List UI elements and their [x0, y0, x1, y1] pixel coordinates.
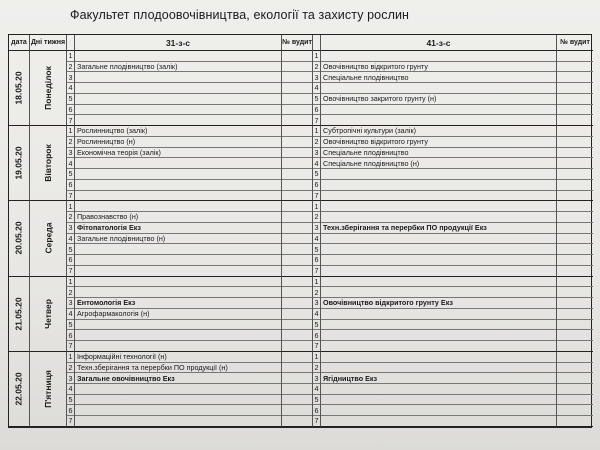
- pair-number-2-row: 2: [314, 137, 319, 147]
- pair-number-1-row: 3: [68, 147, 73, 157]
- room-group-1-row: [282, 277, 312, 288]
- pair-number-2-row: 4: [314, 233, 319, 243]
- room-group-1: [282, 51, 313, 126]
- room-group-2-row: [557, 266, 593, 276]
- pair-number-1-row: 1: [68, 352, 73, 362]
- subject-group-1-row: [75, 287, 281, 298]
- day-date-label: 18.05.20: [14, 71, 24, 105]
- pair-number-2-row: 5: [314, 395, 319, 404]
- room-group-2-row: [557, 137, 593, 148]
- subject-group-2-row: [321, 255, 556, 266]
- subject-group-1-row: [75, 320, 281, 331]
- pair-number-2-row: 3: [314, 147, 319, 157]
- header-days: Дні тижня: [30, 35, 67, 51]
- pair-number-2-row: 7: [314, 416, 319, 426]
- day-date-label: 20.05.20: [14, 221, 24, 256]
- room-group-1-row: [282, 62, 312, 73]
- pair-number-2-row: 2: [314, 287, 319, 297]
- day-date-label: 19.05.20: [14, 146, 24, 180]
- room-group-1: [282, 126, 313, 201]
- header-num-2: [313, 35, 321, 51]
- pair-number-1-row: 6: [68, 330, 73, 340]
- subject-group-1-row: [75, 416, 281, 426]
- day-name: [30, 352, 67, 427]
- room-group-2-row: [557, 169, 593, 180]
- room-group-2-row: [557, 395, 593, 406]
- day-date: [9, 352, 30, 427]
- room-group-2-row: [557, 255, 593, 266]
- pair-number-1-row: 5: [68, 319, 73, 329]
- pair-number-2-row: 6: [314, 330, 319, 340]
- pair-number-1-row: 5: [68, 169, 73, 179]
- day-name: [30, 277, 67, 352]
- pair-number-2-row: 3: [314, 373, 319, 383]
- subject-group-2-row: [321, 83, 556, 94]
- subject-group-1-row: [75, 180, 281, 191]
- room-group-1-row: [282, 298, 312, 309]
- room-group-2-row: [557, 223, 593, 234]
- pair-number-1-row: 4: [68, 83, 73, 93]
- subject-group-2-row: [321, 201, 556, 212]
- pair-number-2-row: 2: [314, 212, 319, 222]
- pair-number-1-row: 1: [68, 276, 73, 286]
- room-group-1-row: [282, 384, 312, 395]
- pair-number-1-row: 2: [68, 137, 73, 147]
- subject-group-2-row: [321, 234, 556, 245]
- room-group-2-row: [557, 158, 593, 169]
- pair-number-1-row: 6: [68, 104, 73, 114]
- pair-number-2-row: 7: [314, 190, 319, 200]
- room-group-2-row: [557, 94, 593, 105]
- room-group-2-row: [557, 201, 593, 212]
- room-group-2-row: [557, 126, 593, 137]
- pair-number-2-row: 6: [314, 180, 319, 190]
- subject-group-1: [75, 352, 282, 427]
- subject-group-2-row: Спеціальне плодівництво: [321, 148, 556, 159]
- subject-group-1-row: [75, 191, 281, 201]
- pair-number-1-row: 1: [68, 126, 73, 136]
- pair-number-1-row: 7: [68, 115, 73, 125]
- pair-number-1: [67, 51, 75, 126]
- subject-group-1-row: [75, 395, 281, 406]
- pair-number-2: [313, 201, 321, 276]
- pair-number-1-row: 7: [68, 190, 73, 200]
- room-group-2-row: [557, 416, 593, 426]
- header-group-1: 31-з-с: [75, 35, 282, 51]
- page-title: Факультет плодоовочівництва, екології та захисту рослин: [70, 8, 410, 22]
- room-group-2-row: [557, 341, 593, 351]
- subject-group-1-row: [75, 158, 281, 169]
- subject-group-2-row: [321, 309, 556, 320]
- subject-group-1-row: [75, 83, 281, 94]
- room-group-1-row: [282, 234, 312, 245]
- subject-group-1-row: [75, 277, 281, 288]
- subject-group-2-row: Овочівництво відкритого грунту: [321, 62, 556, 73]
- room-group-1-row: [282, 255, 312, 266]
- subject-group-1-row: Загальне плодівництво (залік): [75, 62, 281, 73]
- room-group-1-row: [282, 169, 312, 180]
- header-date: дата: [9, 35, 30, 51]
- pair-number-2-row: 4: [314, 158, 319, 168]
- room-group-1-row: [282, 320, 312, 331]
- room-group-2-row: [557, 180, 593, 191]
- room-group-1-row: [282, 244, 312, 255]
- pair-number-2: [313, 126, 321, 201]
- pair-number-1-row: 5: [68, 395, 73, 404]
- pair-number-1-row: 1: [68, 51, 73, 61]
- subject-group-1: [75, 201, 282, 276]
- room-group-2-row: [557, 72, 593, 83]
- header-group-2: 41-з-с: [321, 35, 557, 51]
- room-group-2-row: [557, 352, 593, 363]
- room-group-1-row: [282, 137, 312, 148]
- subject-group-2-row: Субтропічні культури (залік): [321, 126, 556, 137]
- day-name: [30, 51, 67, 126]
- subject-group-1-row: Інформаційні технології (н): [75, 352, 281, 363]
- pair-number-1-row: 7: [68, 266, 73, 276]
- pair-number-1-row: 4: [68, 384, 73, 394]
- room-group-1-row: [282, 373, 312, 384]
- subject-group-1-row: Техн.зберігання та перербки ПО продукції (н): [75, 363, 281, 374]
- pair-number-1-row: 1: [68, 201, 73, 211]
- subject-group-1-row: Правознавство (н): [75, 212, 281, 223]
- subject-group-2-row: [321, 212, 556, 223]
- pair-number-1: [67, 352, 75, 427]
- room-group-1-row: [282, 223, 312, 234]
- pair-number-1-row: 2: [68, 362, 73, 372]
- subject-group-2-row: Ягідництво Екз: [321, 373, 556, 384]
- room-group-1: [282, 201, 313, 276]
- room-group-2-row: [557, 212, 593, 223]
- subject-group-2-row: [321, 244, 556, 255]
- room-group-1-row: [282, 180, 312, 191]
- pair-number-1-row: 7: [68, 341, 73, 351]
- subject-group-1-row: Загальне овочівництво Екз: [75, 373, 281, 384]
- room-group-2-row: [557, 234, 593, 245]
- subject-group-1-row: [75, 244, 281, 255]
- subject-group-2-row: [321, 105, 556, 116]
- room-group-1-row: [282, 83, 312, 94]
- subject-group-2-row: [321, 341, 556, 351]
- subject-group-1-row: Загальне плодівництво (н): [75, 234, 281, 245]
- subject-group-2-row: [321, 277, 556, 288]
- subject-group-2-row: [321, 115, 556, 125]
- subject-group-1-row: Рослинництво (н): [75, 137, 281, 148]
- day-date: [9, 201, 30, 276]
- room-group-2: [557, 126, 593, 201]
- header-num-1: [67, 35, 75, 51]
- subject-group-2-row: Техн.зберігання та перербки ПО продукції Екз: [321, 223, 556, 234]
- room-group-1-row: [282, 309, 312, 320]
- room-group-2-row: [557, 320, 593, 331]
- room-group-1-row: [282, 352, 312, 363]
- subject-group-1: [75, 126, 282, 201]
- subject-group-2-row: [321, 51, 556, 62]
- day-date-label: 22.05.20: [14, 372, 24, 406]
- pair-number-1: [67, 126, 75, 201]
- pair-number-1-row: 4: [68, 158, 73, 168]
- room-group-1-row: [282, 72, 312, 83]
- day-date: [9, 126, 30, 201]
- pair-number-1-row: 7: [68, 416, 73, 426]
- room-group-1-row: [282, 115, 312, 125]
- subject-group-2-row: Спеціальне плодівництво (н): [321, 158, 556, 169]
- pair-number-1-row: 4: [68, 233, 73, 243]
- room-group-2-row: [557, 148, 593, 159]
- pair-number-1-row: 6: [68, 255, 73, 265]
- room-group-2-row: [557, 384, 593, 395]
- room-group-2: [557, 277, 593, 352]
- pair-number-1-row: 2: [68, 212, 73, 222]
- subject-group-2: [321, 277, 557, 352]
- day-date: [9, 51, 30, 126]
- pair-number-2-row: 1: [314, 276, 319, 286]
- pair-number-2-row: 6: [314, 405, 319, 415]
- room-group-2-row: [557, 405, 593, 416]
- pair-number-2-row: 7: [314, 341, 319, 351]
- room-group-2-row: [557, 363, 593, 374]
- header-room-1: № вудит: [282, 35, 313, 51]
- subject-group-2: [321, 201, 557, 276]
- pair-number-1-row: 6: [68, 405, 73, 415]
- subject-group-2-row: [321, 363, 556, 374]
- room-group-1-row: [282, 158, 312, 169]
- room-group-1-row: [282, 266, 312, 276]
- room-group-2-row: [557, 277, 593, 288]
- room-group-2-row: [557, 191, 593, 201]
- pair-number-2-row: 5: [314, 244, 319, 254]
- subject-group-1-row: [75, 201, 281, 212]
- day-name: [30, 126, 67, 201]
- subject-group-1-row: Економічна теорія (залік): [75, 148, 281, 159]
- pair-number-2: [313, 51, 321, 126]
- subject-group-1-row: [75, 255, 281, 266]
- subject-group-2-row: Овочівництво відкритого грунту Екз: [321, 298, 556, 309]
- room-group-2-row: [557, 373, 593, 384]
- pair-number-1-row: 3: [68, 72, 73, 82]
- pair-number-1-row: 4: [68, 309, 73, 319]
- room-group-2-row: [557, 105, 593, 116]
- room-group-2-row: [557, 244, 593, 255]
- room-group-2: [557, 201, 593, 276]
- pair-number-2-row: 3: [314, 72, 319, 82]
- subject-group-2-row: [321, 169, 556, 180]
- subject-group-2-row: [321, 405, 556, 416]
- subject-group-2: [321, 51, 557, 126]
- subject-group-2-row: [321, 320, 556, 331]
- pair-number-2-row: 1: [314, 352, 319, 362]
- pair-number-2-row: 1: [314, 201, 319, 211]
- subject-group-2-row: [321, 352, 556, 363]
- room-group-1-row: [282, 148, 312, 159]
- subject-group-1-row: [75, 72, 281, 83]
- pair-number-2-row: 4: [314, 309, 319, 319]
- room-group-1: [282, 352, 313, 427]
- subject-group-1-row: [75, 105, 281, 116]
- subject-group-2-row: Овочівництво закритого грунту (н): [321, 94, 556, 105]
- pair-number-2-row: 6: [314, 104, 319, 114]
- pair-number-1-row: 3: [68, 298, 73, 308]
- subject-group-2: [321, 126, 557, 201]
- pair-number-2: [313, 352, 321, 427]
- subject-group-2-row: [321, 191, 556, 201]
- subject-group-2-row: [321, 287, 556, 298]
- pair-number-2-row: 6: [314, 255, 319, 265]
- pair-number-2-row: 5: [314, 169, 319, 179]
- pair-number-2-row: 3: [314, 298, 319, 308]
- pair-number-2-row: 1: [314, 51, 319, 61]
- room-group-1-row: [282, 191, 312, 201]
- room-group-2-row: [557, 309, 593, 320]
- day-name-label: П'ятниця: [43, 369, 53, 408]
- pair-number-2-row: 2: [314, 62, 319, 71]
- day-date: [9, 277, 30, 352]
- day-name-label: Середа: [42, 223, 53, 254]
- room-group-1-row: [282, 105, 312, 116]
- subject-group-1-row: [75, 341, 281, 351]
- room-group-1-row: [282, 341, 312, 351]
- pair-number-2-row: 7: [314, 266, 319, 276]
- room-group-1-row: [282, 330, 312, 341]
- subject-group-1: [75, 51, 282, 126]
- pair-number-1: [67, 277, 75, 352]
- subject-group-2-row: Овочівництво відкритого грунту: [321, 137, 556, 148]
- pair-number-2-row: 2: [314, 362, 319, 372]
- room-group-1-row: [282, 212, 312, 223]
- room-group-2-row: [557, 62, 593, 73]
- room-group-2-row: [557, 330, 593, 341]
- room-group-2-row: [557, 298, 593, 309]
- subject-group-2-row: [321, 180, 556, 191]
- room-group-2-row: [557, 51, 593, 62]
- day-name-label: Вівторок: [43, 144, 53, 183]
- subject-group-1-row: Ентомологія Екз: [75, 298, 281, 309]
- pair-number-1-row: 3: [68, 373, 73, 383]
- room-group-1-row: [282, 287, 312, 298]
- subject-group-2-row: [321, 384, 556, 395]
- pair-number-2-row: 5: [314, 319, 319, 329]
- day-date-label: 21.05.20: [14, 297, 24, 331]
- room-group-1-row: [282, 126, 312, 137]
- subject-group-1-row: Агрофармакологія (н): [75, 309, 281, 320]
- room-group-1-row: [282, 363, 312, 374]
- pair-number-2-row: 7: [314, 115, 319, 125]
- room-group-2: [557, 352, 593, 427]
- room-group-1: [282, 277, 313, 352]
- pair-number-1: [67, 201, 75, 276]
- subject-group-1-row: [75, 405, 281, 416]
- pair-number-1-row: 5: [68, 94, 73, 104]
- subject-group-2: [321, 352, 557, 427]
- schedule-table: [8, 34, 592, 428]
- day-name: [30, 201, 67, 276]
- room-group-1-row: [282, 416, 312, 426]
- room-group-2-row: [557, 115, 593, 125]
- pair-number-1-row: 2: [68, 287, 73, 297]
- pair-number-1-row: 6: [68, 180, 73, 190]
- subject-group-1-row: [75, 94, 281, 105]
- subject-group-1-row: Фітопатологія Екз: [75, 223, 281, 234]
- pair-number-2-row: 4: [314, 384, 319, 394]
- subject-group-1-row: [75, 169, 281, 180]
- subject-group-1-row: [75, 266, 281, 276]
- pair-number-2-row: 1: [314, 126, 319, 136]
- subject-group-1-row: [75, 51, 281, 62]
- subject-group-2-row: [321, 416, 556, 426]
- room-group-1-row: [282, 201, 312, 212]
- subject-group-2-row: [321, 266, 556, 276]
- pair-number-2-row: 4: [314, 83, 319, 93]
- pair-number-1-row: 2: [68, 62, 73, 71]
- pair-number-1-row: 5: [68, 244, 73, 254]
- pair-number-2-row: 5: [314, 94, 319, 104]
- subject-group-2-row: [321, 395, 556, 406]
- subject-group-1-row: [75, 330, 281, 341]
- day-name-label: Понеділок: [43, 66, 53, 110]
- day-name-label: Четвер: [42, 298, 53, 329]
- room-group-1-row: [282, 405, 312, 416]
- room-group-1-row: [282, 51, 312, 62]
- room-group-1-row: [282, 395, 312, 406]
- subject-group-1-row: Рослинництво (залік): [75, 126, 281, 137]
- subject-group-2-row: Спеціальне плодівництво: [321, 72, 556, 83]
- room-group-2: [557, 51, 593, 126]
- pair-number-1-row: 3: [68, 223, 73, 233]
- subject-group-1-row: [75, 115, 281, 125]
- subject-group-1: [75, 277, 282, 352]
- subject-group-2-row: [321, 330, 556, 341]
- room-group-1-row: [282, 94, 312, 105]
- pair-number-2: [313, 277, 321, 352]
- room-group-2-row: [557, 83, 593, 94]
- header-room-2: № вудит: [557, 35, 593, 51]
- pair-number-2-row: 3: [314, 223, 319, 233]
- subject-group-1-row: [75, 384, 281, 395]
- room-group-2-row: [557, 287, 593, 298]
